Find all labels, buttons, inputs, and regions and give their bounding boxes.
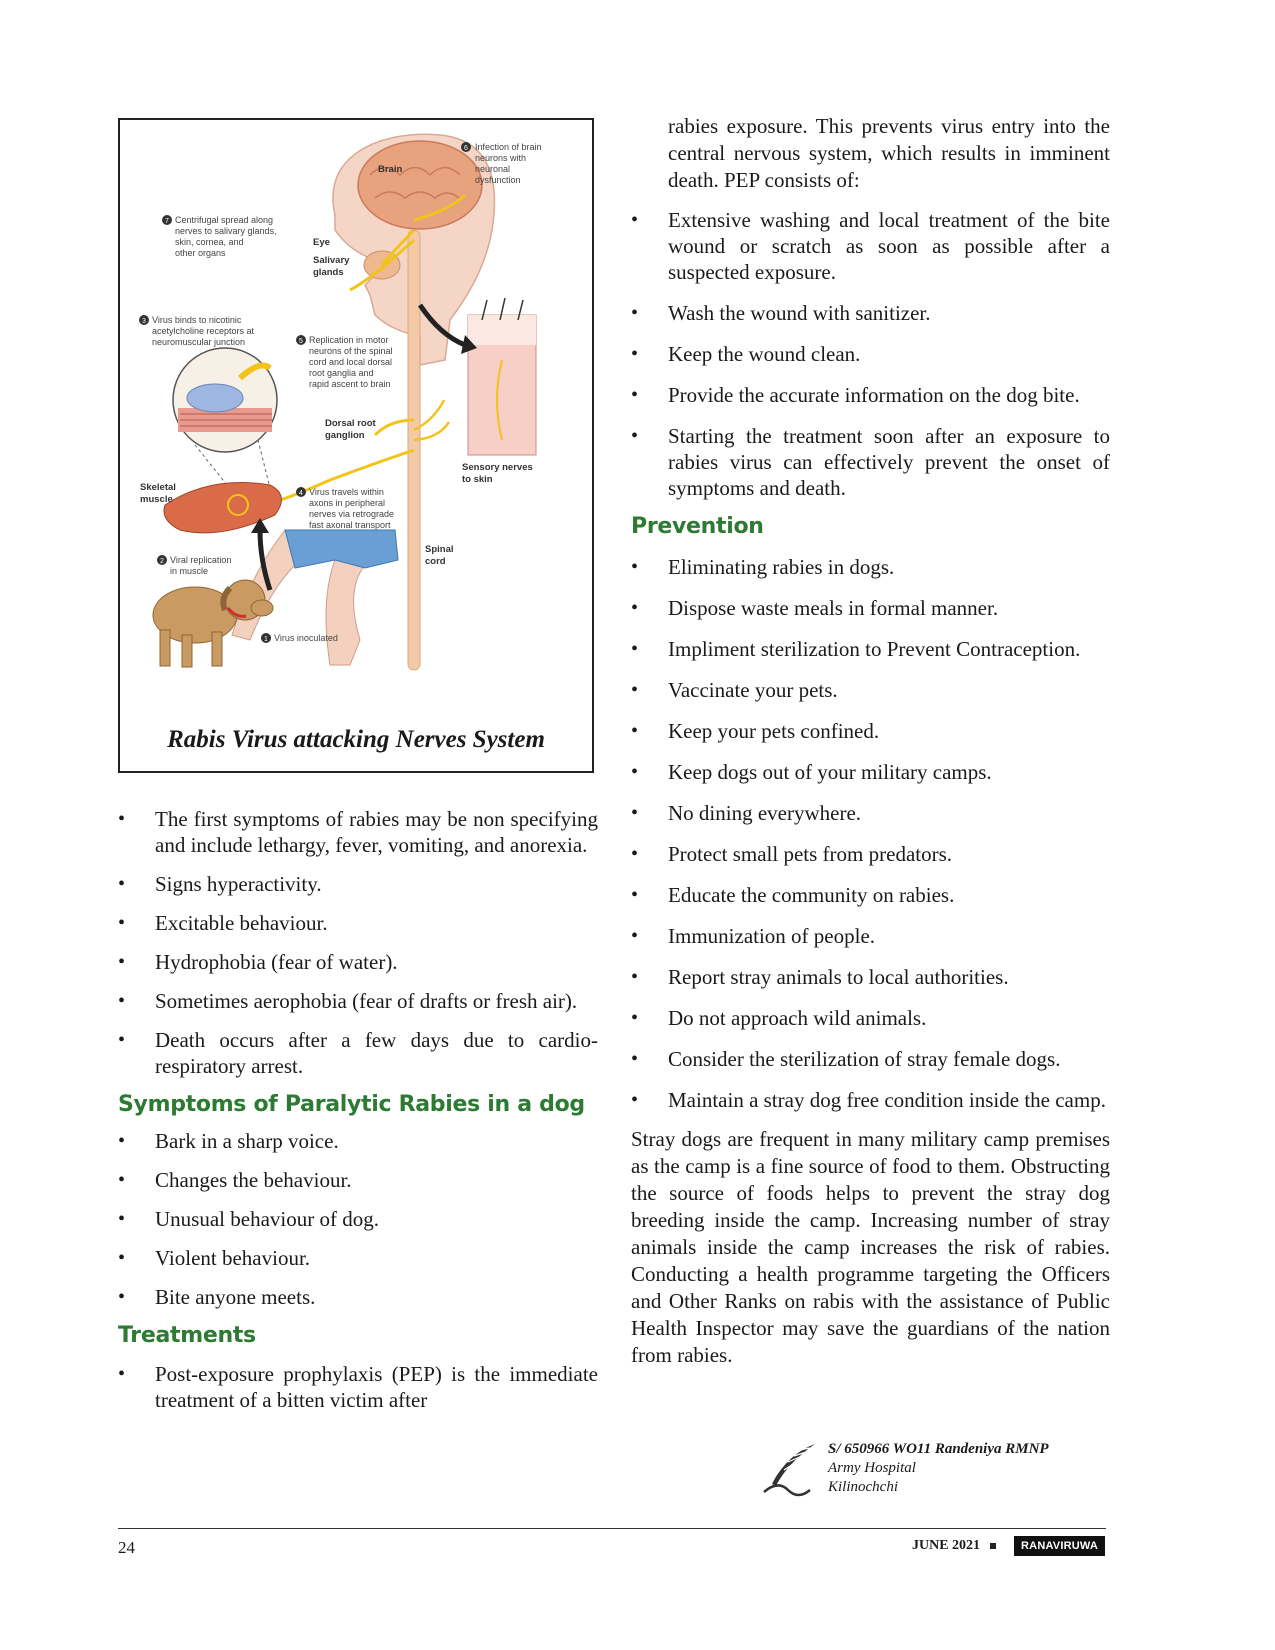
svg-text:neurons of the spinal: neurons of the spinal: [309, 346, 393, 356]
step-7-note: [162, 215, 277, 258]
list-item: • Signs hyperactivity.: [118, 871, 598, 897]
list-item: • Hydrophobia (fear of water).: [118, 949, 598, 975]
svg-text:Infection of brain: Infection of brain: [475, 142, 542, 152]
list-item: • Sometimes aerophobia (fear of drafts or fresh air).: [118, 988, 598, 1014]
list-item: • Extensive washing and local treatment of the bite wound or scratch as soon as possible after a suspected exposure.: [631, 207, 1110, 285]
label-spinal-1: Spinal: [425, 544, 454, 555]
step-4-note: [296, 487, 394, 530]
list-item: • Bite anyone meets.: [118, 1284, 598, 1310]
list-item: • The first symptoms of rabies may be non specifying and include lethargy, fever, vomiting, and anorexia.: [118, 806, 598, 858]
right-column: [631, 113, 1110, 1369]
svg-text:Replication in motor: Replication in motor: [309, 335, 389, 345]
list-item: • Report stray animals to local authorities.: [631, 964, 1110, 990]
closing-paragraph: Stray dogs are frequent in many military camp premises as the camp is a fine source of food to them. Obstructing the source of foods helps to prevent the stray dog breeding inside the camp. Increasing number of stray animals inside the camp increases the risk of rabies. Conducting a health programme targeting the Officers and Other Ranks on rabis with the assistance of Public Health Inspector may save the guardians of the nation from rabies.: [631, 1127, 1110, 1367]
list-item: • Changes the behaviour.: [118, 1167, 598, 1193]
label-salivary-2: glands: [313, 267, 344, 278]
list-item: • Death occurs after a few days due to cardio-respiratory arrest.: [118, 1027, 598, 1079]
list-item: • Keep dogs out of your military camps.: [631, 759, 1110, 785]
list-item: • Keep your pets confined.: [631, 718, 1110, 744]
paralytic-heading: Symptoms of Paralytic Rabies in a dog: [118, 1092, 585, 1117]
footer-divider: [118, 1528, 1106, 1529]
list-item: • Vaccinate your pets.: [631, 677, 1110, 703]
paralytic-list: [118, 1128, 598, 1310]
list-item: • Excitable behaviour.: [118, 910, 598, 936]
list-item: • Provide the accurate information on the dog bite.: [631, 382, 1110, 408]
list-item: • Starting the treatment soon after an exposure to rabies virus can effectively prevent the onset of symptoms and death.: [631, 423, 1110, 501]
svg-text:Virus travels within: Virus travels within: [309, 487, 384, 497]
svg-text:4: 4: [299, 490, 303, 497]
label-dorsal-1: Dorsal root: [325, 418, 376, 429]
author-unit: Army Hospital: [828, 1460, 916, 1476]
svg-text:6: 6: [464, 145, 468, 152]
svg-text:fast axonal transport: fast axonal transport: [309, 520, 391, 530]
step-5-note: [296, 335, 393, 389]
list-item: • Educate the community on rabies.: [631, 882, 1110, 908]
author-place: Kilinochchi: [828, 1479, 898, 1495]
list-item: • Consider the sterilization of stray female dogs.: [631, 1046, 1110, 1072]
list-item: • Impliment sterilization to Prevent Contraception.: [631, 636, 1110, 662]
figure-caption: Rabis Virus attacking Nerves System: [167, 726, 545, 753]
author-name: S/ 650966 WO11 Randeniya RMNP: [828, 1441, 1049, 1457]
step-3-note: [139, 315, 255, 347]
list-item: • Protect small pets from predators.: [631, 841, 1110, 867]
list-item: • Post-exposure prophylaxis (PEP) is the immediate treatment of a bitten victim after: [118, 1361, 598, 1413]
svg-text:3: 3: [142, 318, 146, 325]
author-signature: [760, 1440, 1120, 1500]
label-skeletal-2: muscle: [140, 494, 173, 505]
svg-text:neuronal: neuronal: [475, 164, 511, 174]
list-item: • Dispose waste meals in formal manner.: [631, 595, 1110, 621]
label-sensory-2: to skin: [462, 474, 493, 485]
list-item: • Bark in a sharp voice.: [118, 1128, 598, 1154]
list-item: • Eliminating rabies in dogs.: [631, 554, 1110, 580]
list-item: • Keep the wound clean.: [631, 341, 1110, 367]
list-item: • Unusual behaviour of dog.: [118, 1206, 598, 1232]
prevention-list: [631, 554, 1110, 1113]
svg-text:in muscle: in muscle: [170, 566, 209, 576]
svg-text:other organs: other organs: [175, 248, 226, 258]
svg-text:5: 5: [299, 338, 303, 345]
svg-text:1: 1: [264, 636, 268, 643]
symptoms-list: [118, 806, 598, 1079]
svg-text:neuromuscular junction: neuromuscular junction: [152, 337, 246, 347]
list-item: • Immunization of people.: [631, 923, 1110, 949]
pep-continuation: rabies exposure. This prevents virus entry into the central nervous system, which results in imminent death. PEP consists of:: [668, 114, 1110, 192]
issue-date: JUNE 2021: [911, 1538, 981, 1553]
svg-text:acetylcholine receptors at: acetylcholine receptors at: [152, 326, 255, 336]
label-salivary-1: Salivary: [313, 255, 350, 266]
brain-shape: [358, 141, 482, 229]
figure: [118, 118, 594, 773]
svg-text:Virus inoculated: Virus inoculated: [274, 633, 338, 643]
svg-text:cord and local dorsal: cord and local dorsal: [309, 357, 393, 367]
svg-text:dysfunction: dysfunction: [475, 175, 521, 185]
rabies-pathway-illustration: [120, 120, 592, 720]
svg-text:skin, cornea, and: skin, cornea, and: [175, 237, 244, 247]
treatments-list: [118, 1361, 598, 1413]
label-eye: Eye: [313, 237, 330, 248]
svg-text:nerves to salivary glands,: nerves to salivary glands,: [175, 226, 277, 236]
step-1-note: [261, 633, 338, 643]
pep-list: [631, 207, 1110, 501]
svg-text:rapid ascent to brain: rapid ascent to brain: [309, 379, 391, 389]
svg-text:Centrifugal spread along: Centrifugal spread along: [175, 215, 274, 225]
page-number: 24: [118, 1538, 135, 1557]
svg-text:root ganglia and: root ganglia and: [309, 368, 374, 378]
svg-text:axons in peripheral: axons in peripheral: [309, 498, 386, 508]
label-spinal-2: cord: [425, 556, 446, 567]
list-item: • No dining everywhere.: [631, 800, 1110, 826]
quill-pen-icon: [760, 1440, 820, 1498]
svg-text:2: 2: [160, 558, 164, 565]
label-sensory-1: Sensory nerves: [462, 462, 533, 473]
svg-text:nerves via retrograde: nerves via retrograde: [309, 509, 395, 519]
list-item: • Violent behaviour.: [118, 1245, 598, 1271]
prevention-heading: Prevention: [631, 514, 764, 539]
magazine-badge: RANAVIRUWA: [1014, 1536, 1105, 1556]
list-item: • Wash the wound with sanitizer.: [631, 300, 1110, 326]
left-column: [118, 806, 598, 1426]
svg-text:7: 7: [165, 218, 169, 225]
label-skeletal-1: Skeletal: [140, 482, 176, 493]
label-dorsal-2: ganglion: [325, 430, 365, 441]
step-2-note: [157, 555, 231, 576]
list-item: • Maintain a stray dog free condition inside the camp.: [631, 1087, 1110, 1113]
treatments-heading: Treatments: [118, 1323, 256, 1348]
svg-text:Viral replication: Viral replication: [170, 555, 232, 565]
footer-issue: [912, 1536, 1105, 1556]
svg-text:neurons with: neurons with: [475, 153, 527, 163]
list-item: • Do not approach wild animals.: [631, 1005, 1110, 1031]
svg-text:Virus binds to nicotinic: Virus binds to nicotinic: [152, 315, 242, 325]
label-brain: Brain: [378, 164, 403, 175]
square-bullet-icon: [990, 1543, 996, 1549]
